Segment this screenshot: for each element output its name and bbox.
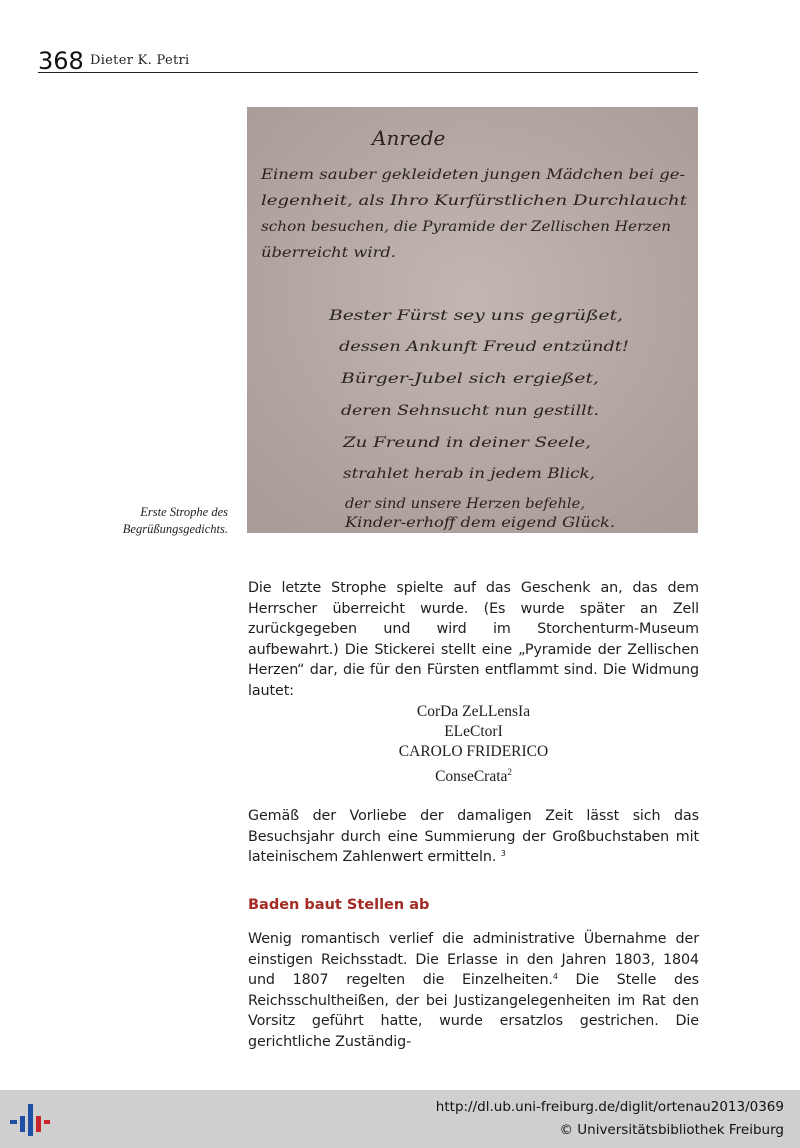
manuscript-line: Bürger-Jubel sich ergießet,	[339, 371, 599, 387]
manuscript-line: Bester Fürst sey uns gegrüßet,	[327, 308, 623, 324]
manuscript-line: überreicht wird.	[261, 245, 396, 261]
manuscript-line: der sind unsere Herzen befehle,	[345, 496, 585, 512]
dedication-line: CorDa ZeLLensIa	[416, 703, 531, 720]
page-number: 368	[38, 47, 84, 75]
dedication-line: ELeCtorI	[444, 723, 503, 740]
footnote-marker[interactable]: 3	[500, 849, 506, 858]
figure-caption	[60, 504, 228, 538]
dedication-line: ConseCrata	[435, 768, 508, 786]
source-url-link[interactable]: http://dl.ub.uni-freiburg.de/diglit/ortenau2013/0369	[435, 1099, 784, 1115]
paragraph-text: Wenig romantisch verlief die administrative Übernahme der einstigen Reichsstadt. Die Erlasse in den Jahren 1803, 1804 und 1807 regelten die Einzelheiten.	[248, 931, 699, 988]
paragraph-text: Gemäß der Vorliebe der damaligen Zeit lässt sich das Besuchsjahr durch eine Summierung der Großbuchstaben mit lateinischem Zahlenwert ermitteln.	[248, 808, 699, 865]
manuscript-line: legenheit, als Ihro Kurfürstlichen Durchlaucht	[261, 193, 688, 209]
manuscript-line: schon besuchen, die Pyramide der Zellischen Herzen	[261, 219, 671, 235]
dedication-block	[248, 702, 699, 787]
section-heading: Baden baut Stellen ab	[248, 897, 430, 913]
manuscript-line: Einem sauber gekleideten jungen Mädchen bei ge-	[259, 167, 686, 183]
copyright-text: © Universitätsbibliothek Freiburg	[559, 1122, 784, 1138]
manuscript-line: strahlet herab in jedem Blick,	[343, 466, 595, 482]
manuscript-facsimile-image	[247, 107, 698, 533]
footnote-marker[interactable]: 2	[507, 767, 512, 777]
manuscript-line: dessen Ankunft Freud entzündt!	[339, 339, 629, 355]
manuscript-line: Anrede	[372, 126, 446, 150]
paragraph-2	[248, 806, 699, 868]
footnote-marker[interactable]: 4	[552, 972, 558, 981]
library-logo-icon	[10, 1102, 50, 1138]
caption-line: Erste Strophe des	[140, 505, 228, 519]
footer-bar	[0, 1090, 800, 1148]
running-head-author: Dieter K. Petri	[90, 53, 190, 68]
manuscript-line: Zu Freund in deiner Seele,	[341, 435, 591, 451]
caption-line: Begrüßungsgedichts.	[122, 522, 228, 536]
manuscript-line: deren Sehnsucht nun gestillt.	[341, 403, 599, 419]
manuscript-line: Kinder-erhoff dem eigend Glück.	[343, 515, 615, 531]
dedication-line: CAROLO FRIDERICO	[398, 743, 549, 760]
paragraph-text: Die Stelle des Reichsschultheißen, der bei Justizangelegenheiten im Rat den Vorsitz geführt hatte, wurde ersatzlos gestrichen. Die gerichtliche Zuständig-	[248, 972, 699, 1050]
paragraph-1: Die letzte Strophe spielte auf das Geschenk an, das dem Herrscher überreicht wurde. (Es wurde später an Zell zurückgegeben und wird im Storchenturm-Museum aufbewahrt.) Die Stickerei stellt eine „Pyramide der Zellischen Herzen“ dar, die für den Fürsten entflammt sind. Die Widmung lautet:	[248, 580, 699, 699]
running-header	[38, 48, 698, 73]
paragraph-3	[248, 929, 699, 1052]
